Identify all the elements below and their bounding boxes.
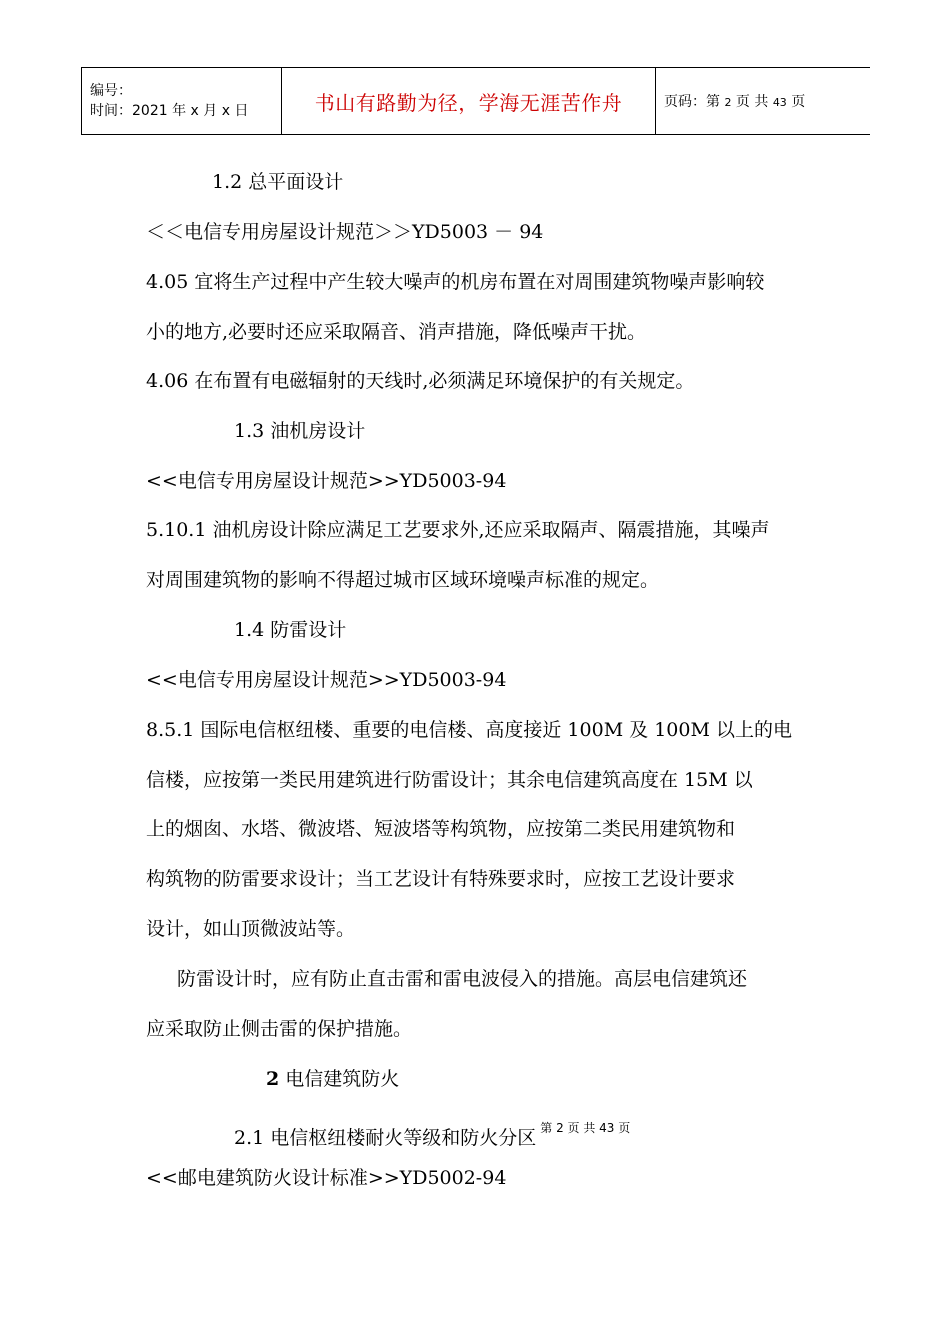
section-2-1-heading-line (234, 1115, 630, 1151)
section-1-4-para1-line1: 8.5.1 国际电信枢纽楼、重要的电信楼、高度接近 100M 及 100M 以上的电 (146, 719, 792, 741)
header-meta-cell (82, 68, 282, 135)
page-code-prefix: 页码：第 (664, 94, 725, 110)
header-page-cell (656, 68, 871, 135)
page-code-total: 43 (772, 96, 787, 109)
header-motto-cell (282, 68, 656, 135)
section-1-2-heading: 1.2 总平面设计 (212, 171, 344, 193)
section-1-4-heading: 1.4 防雷设计 (234, 619, 347, 641)
section-1-4-para2-line1: 防雷设计时，应有防止直击雷和雷电波侵入的措施。高层电信建筑还 (177, 968, 748, 990)
date-label: 时间：2021 年 x 月 x 日 (90, 103, 249, 119)
motto-text: 书山有路勤为径，学海无涯苦作舟 (314, 90, 623, 115)
section-1-4-para1-line2: 信楼，应按第一类民用建筑进行防雷设计；其余电信建筑高度在 15M 以 (146, 769, 753, 791)
section-2-heading (266, 1066, 399, 1092)
section-2-title: 电信建筑防火 (285, 1068, 400, 1090)
section-2-1-page-mark: 第 2 页 共 43 页 (540, 1121, 631, 1135)
section-1-4-para1-line4: 构筑物的防雷要求设计；当工艺设计有特殊要求时，应按工艺设计要求 (146, 868, 736, 890)
section-1-3-para1-line1: 5.10.1 油机房设计除应满足工艺要求外,还应采取隔声、隔震措施，其噪声 (146, 519, 770, 541)
section-1-3-para1-line2: 对周围建筑物的影响不得超过城市区域环境噪声标准的规定。 (146, 569, 660, 591)
page-code-middle: 页 共 (731, 94, 773, 110)
section-1-2-reference: ＜＜电信专用房屋设计规范＞＞YD5003 － 94 (146, 221, 544, 243)
section-1-4-para2-line2: 应采取防止侧击雷的保护措施。 (146, 1018, 413, 1040)
page-code (656, 91, 870, 111)
page-code-current: 2 (724, 96, 732, 109)
section-1-2-para2: 4.06 在布置有电磁辐射的天线时,必须满足环境保护的有关规定。 (146, 370, 695, 392)
section-1-2-para1-line1: 4.05 宜将生产过程中产生较大噪声的机房布置在对周围建筑物噪声影响较 (146, 271, 765, 293)
section-2-1-heading: 2.1 电信枢纽楼耐火等级和防火分区 (234, 1127, 537, 1149)
section-1-2-para1-line2: 小的地方,必要时还应采取隔音、消声措施，降低噪声干扰。 (146, 321, 647, 343)
section-1-3-heading: 1.3 油机房设计 (234, 420, 366, 442)
serial-label: 编号： (90, 83, 132, 99)
page-code-suffix: 页 (786, 94, 806, 110)
section-1-4-reference: <<电信专用房屋设计规范>>YD5003-94 (146, 669, 507, 691)
section-2-1-reference: <<邮电建筑防火设计标准>>YD5002-94 (146, 1167, 507, 1189)
section-1-4-para1-line5: 设计，如山顶微波站等。 (146, 918, 356, 940)
header-table (81, 67, 870, 135)
section-1-4-para1-line3: 上的烟囱、水塔、微波塔、短波塔等构筑物，应按第二类民用建筑物和 (146, 818, 736, 840)
section-2-number: 2 (266, 1068, 280, 1090)
section-1-3-reference: <<电信专用房屋设计规范>>YD5003-94 (146, 470, 507, 492)
